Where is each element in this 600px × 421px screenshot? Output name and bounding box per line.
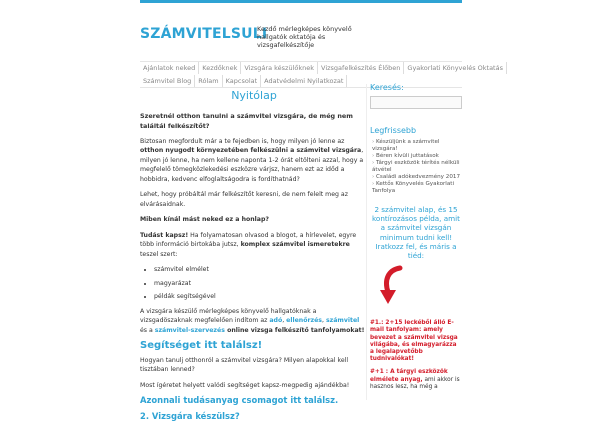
nav-item-blog[interactable]: Számvitel Blog [140,75,195,87]
list-item: • számvitel elmélet [154,265,368,275]
offer-2: #+1 : A tárgyi eszközök elmélete anyag, ami akkor is hasznos lesz, ha még a [370,369,462,391]
paragraph-6: Hogyan tanulj otthonról a számvitel vizsgára? Milyen alapokkal kell tisztában lenned? [140,356,368,375]
nav-item-exam-prep[interactable]: Vizsgára készülőknek [241,62,318,74]
knowledge-list [154,265,368,302]
instant-material-heading[interactable]: Azonnali tudásanyag csomagot itt találsz. [140,396,368,406]
paragraph-1: Biztosan megfordult már a te fejedben is, hogy milyen jó lenne az otthon nyugodt környezetében felkészülni a számvitel vizsgára, milyen jó lenne, ha nem kellene naponta 1-2 órát eltölteni azzal, hogy a megfelelő tömegközlekedési eszközre várjsz, hanem ezt az időd a hobbidra, kedvenc elfoglaltságodra is fordíthatnád? [140,137,368,185]
latest-post-link[interactable]: › Családi adókedvezmény 2017 [372,174,462,181]
nav-item-live-prep[interactable]: Vizsgafelkészítés Élőben [318,62,404,74]
arrow-down-icon [370,264,462,312]
paragraph-4: Tudást kapsz! Ha folyamatosan olvasod a blogot, a hírlevelet, egyre több információ birtokába jutsz, komplex számvitel ismeretekre teszel szert: [140,231,368,260]
site-logo[interactable]: SZÁMVITELSULI [140,26,267,42]
nav-item-practical-course[interactable]: Gyakorlati Könyvelés Oktatás [404,62,507,74]
latest-post-link[interactable]: › Kettős Könyvelés Gyakorlati Tanfolya [372,181,462,195]
offer-1: #1.: 2+15 leckéből álló E-mail tanfolyam: amely bevezet a számvitel vizsga világába, és elmagyarázza a legalapvetőbb tudnivalókat! [370,320,462,363]
exam-prep-heading: 2. Vizsgára készülsz? [140,412,368,421]
intro-question: Szeretnél otthon tanulni a számvitel vizsgára, de még nem találtál felkészítőt? [140,111,368,131]
search-input[interactable] [370,96,462,109]
list-item: • példák segítségével [154,292,368,302]
list-item: • magyarázat [154,279,368,289]
offer-list [370,320,462,391]
nav-item-offers[interactable]: Ajánlatok neked [140,62,199,74]
paragraph-3: Miben kínál mást neked ez a honlap? [140,215,368,225]
link-szamvitel[interactable]: számvitel [326,317,359,324]
sidebar [370,84,462,391]
nav-item-about[interactable]: Rólam [195,75,222,87]
paragraph-2: Lehet, hogy próbáltál már felkészítőt keresni, de nem felelt meg az elvárásaidnak. [140,190,368,209]
link-szamvitel-szervezes[interactable]: számvitel-szervezés [155,327,225,334]
nav-item-privacy[interactable]: Adatvédelmi Nyilatkozat [261,75,347,87]
nav-item-contact[interactable]: Kapcsolat [223,75,262,87]
site-tagline: Kezdő mérlegképes könyvelő hallgatók oktatója és vizsgafelkészítője [257,25,377,49]
latest-post-link[interactable]: › Béren kívüli juttatások [372,153,462,160]
latest-posts-title: Legfrissebb [370,127,462,135]
site-header [140,20,462,60]
link-ado[interactable]: adó [269,317,282,324]
paragraph-5: A vizsgára készülő mérlegképes könyvelő hallgatóknak a vizsgadöszaknak megfelelően indítom az adó, ellenőrzés, számvitel és a számvitel-szervezés online vizsga felkészítő tanfolyamokat! [140,307,368,336]
column-divider [366,84,367,400]
page-title: Nyitólap [140,91,368,101]
link-ellenorzes[interactable]: ellenőrzés [286,317,322,324]
latest-posts-list [370,139,462,195]
top-accent-bar [0,0,600,3]
nav-item-beginners[interactable]: Kezdőknek [199,62,241,74]
main-content [140,88,368,421]
paragraph-7: Most ígéretet helyett valódi segítséget kapsz-megpedig ajándékba! [140,381,368,391]
latest-post-link[interactable]: › Tárgyi eszközök térítés nélküli átvétel [372,160,462,174]
help-heading: Segítséget itt találsz! [140,341,368,351]
signup-promo: 2 számvitel alap, és 15 kontírozásos példa, amit a számvitel vizsgán minimum tudni kell! Iratkozz fel, és máris a tiéd: [370,205,462,260]
latest-post-link[interactable]: › Készüljünk a számvitel vizsgára! [372,139,462,153]
search-title: Keresés: [370,84,462,92]
